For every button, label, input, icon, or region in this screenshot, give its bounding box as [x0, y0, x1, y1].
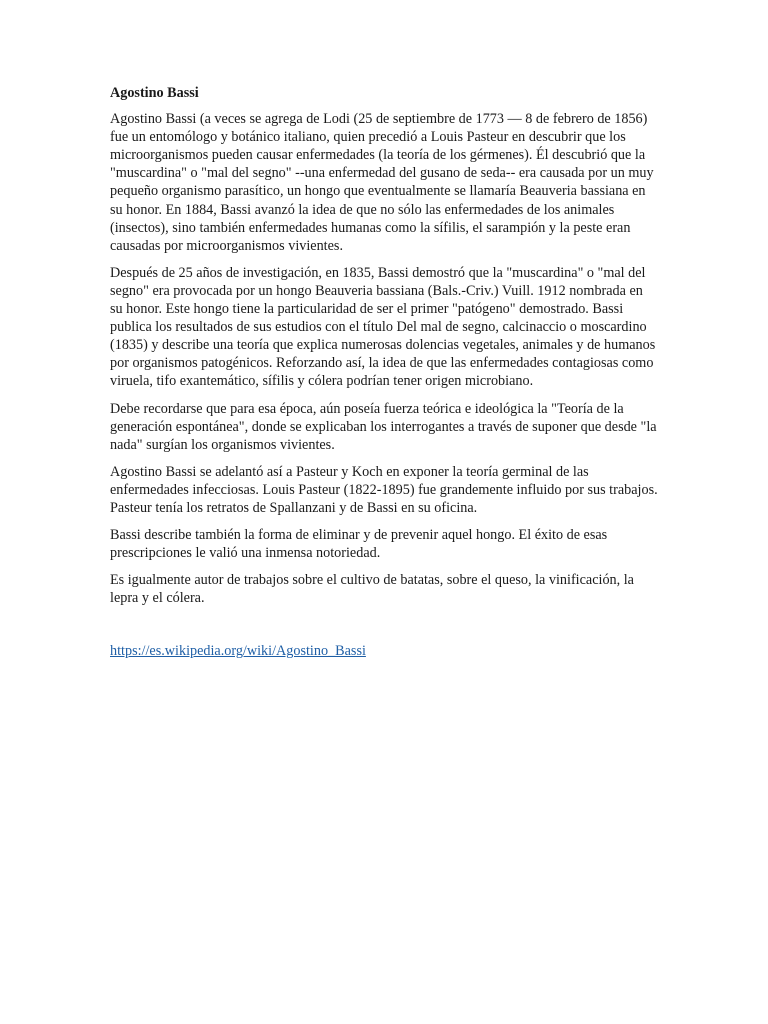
document-body: [110, 84, 658, 661]
paragraph-1: Agostino Bassi (a veces se agrega de Lodi (25 de septiembre de 1773 — 8 de febrero de 1856) fue un entomólogo y botánico italiano, quien precedió a Louis Pasteur en descubrir que los microorganismos pueden causar enfermedades (la teoría de los gérmenes). Él descubrió que la "muscardina" o "mal del segno" --una enfermedad del gusano de seda-- era causada por un muy pequeño organismo parasítico, un hongo que eventualmente se llamaría Beauveria bassiana en su honor. En 1884, Bassi avanzó la idea de que no sólo las enfermedades de los animales (insectos), sino también enfermedades humanas como la sífilis, el sarampión y la peste eran causadas por microorganismos vivientes.: [110, 111, 654, 254]
paragraph-4: Agostino Bassi se adelantó así a Pasteur y Koch en exponer la teoría germinal de las enfermedades infecciosas. Louis Pasteur (1822-1895) fue grandemente influido por sus trabajos. Pasteur tenía los retratos de Spallanzani y de Bassi en su oficina.: [110, 463, 658, 516]
paragraph-5: Bassi describe también la forma de eliminar y de prevenir aquel hongo. El éxito de esas prescripciones le valió una inmensa notoriedad.: [110, 527, 608, 562]
paragraph-6: Es igualmente autor de trabajos sobre el cultivo de batatas, sobre el queso, la vinificación, la lepra y el cólera.: [110, 572, 634, 607]
paragraph-3: Debe recordarse que para esa época, aún poseía fuerza teórica e ideológica la "Teoría de la generación espontánea", donde se explicaban los interrogantes a través de suponer que desde "la nada" surgían los organismos vivientes.: [110, 400, 657, 453]
source-link-block: [110, 642, 658, 660]
source-link[interactable]: https://es.wikipedia.org/wiki/Agostino_Bassi: [110, 643, 366, 660]
document-title: Agostino Bassi: [110, 85, 199, 101]
paragraph-2: Después de 25 años de investigación, en 1835, Bassi demostró que la "muscardina" o "mal del segno" era provocada por un hongo Beauveria bassiana (Bals.-Criv.) Vuill. 1912 nombrada en su honor. Este hongo tiene la particularidad de ser el primer "patógeno" demostrado. Bassi publica los resultados de sus estudios con el título Del mal de segno, calcinaccio o moscardino (1835) y describe una teoría que explica numerosas dolencias vegetales, animales y de humanos por organismos patogénicos. Reforzando así, la idea de que las enfermedades contagiosas como viruela, tifo exantemático, sífilis y cólera podrían tener origen microbiano.: [110, 264, 656, 390]
